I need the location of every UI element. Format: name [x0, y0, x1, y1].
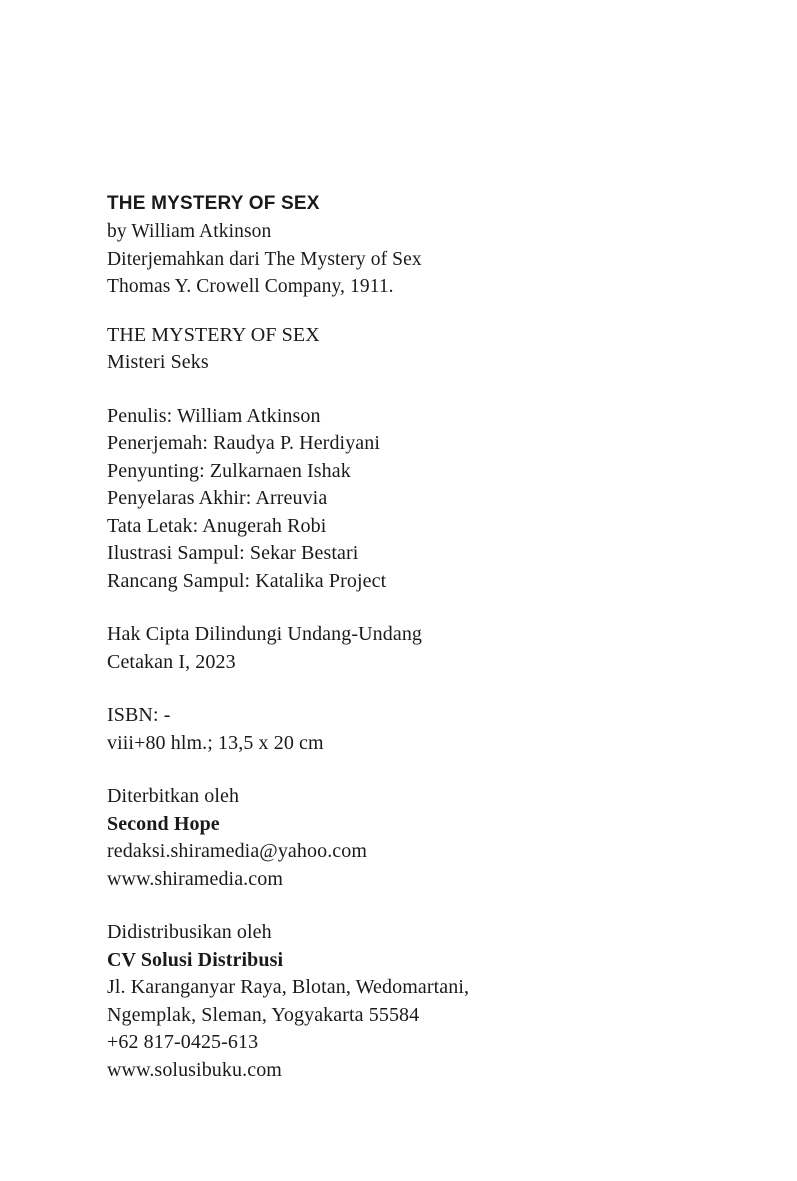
- credit-line: Rancang Sampul: Katalika Project: [107, 569, 387, 592]
- distributor-website[interactable]: www.solusibuku.com: [107, 1058, 282, 1081]
- distributor-address-line: Jl. Karanganyar Raya, Blotan, Wedomartani,: [107, 976, 470, 998]
- distributor-label: Didistribusikan oleh: [107, 921, 272, 943]
- publisher-block: [107, 783, 797, 893]
- distributor-block: [107, 919, 797, 1084]
- rights-block: [107, 621, 797, 676]
- publisher-website[interactable]: www.shiramedia.com: [107, 867, 284, 890]
- distributor-address-line: Ngemplak, Sleman, Yogyakarta 55584: [107, 1003, 420, 1026]
- translation-source: Diterjemahkan dari The Mystery of Sex: [107, 248, 422, 270]
- edition-info: Cetakan I, 2023: [107, 650, 236, 673]
- copyright-notice: Hak Cipta Dilindungi Undang-Undang: [107, 623, 423, 645]
- credit-line: Penyunting: Zulkarnaen Ishak: [107, 459, 351, 482]
- distributor-name: CV Solusi Distribusi: [107, 948, 284, 971]
- isbn-value: ISBN: -: [107, 704, 171, 726]
- credits-block: [107, 403, 797, 596]
- translated-title: Misteri Seks: [107, 351, 209, 373]
- publisher-email[interactable]: redaksi.shiramedia@yahoo.com: [107, 840, 368, 862]
- credit-line: Tata Letak: Anugerah Robi: [107, 514, 327, 537]
- credit-line: Penerjemah: Raudya P. Herdiyani: [107, 432, 381, 454]
- original-publisher: Thomas Y. Crowell Company, 1911.: [107, 276, 394, 297]
- publisher-name: Second Hope: [107, 812, 220, 835]
- colophon-block: [107, 322, 797, 377]
- credit-line: Ilustrasi Sampul: Sekar Bestari: [107, 542, 359, 564]
- page-dimensions: viii+80 hlm.; 13,5 x 20 cm: [107, 731, 324, 754]
- book-title: THE MYSTERY OF SEX: [107, 193, 320, 214]
- publisher-label: Diterbitkan oleh: [107, 785, 240, 807]
- credit-line: Penyelaras Akhir: Arreuvia: [107, 487, 328, 509]
- original-title: THE MYSTERY OF SEX: [107, 323, 320, 346]
- distributor-phone[interactable]: +62 817-0425-613: [107, 1031, 259, 1053]
- credit-line: Penulis: William Atkinson: [107, 404, 321, 427]
- book-author: by William Atkinson: [107, 221, 272, 242]
- isbn-block: [107, 702, 797, 757]
- title-block: [107, 190, 797, 301]
